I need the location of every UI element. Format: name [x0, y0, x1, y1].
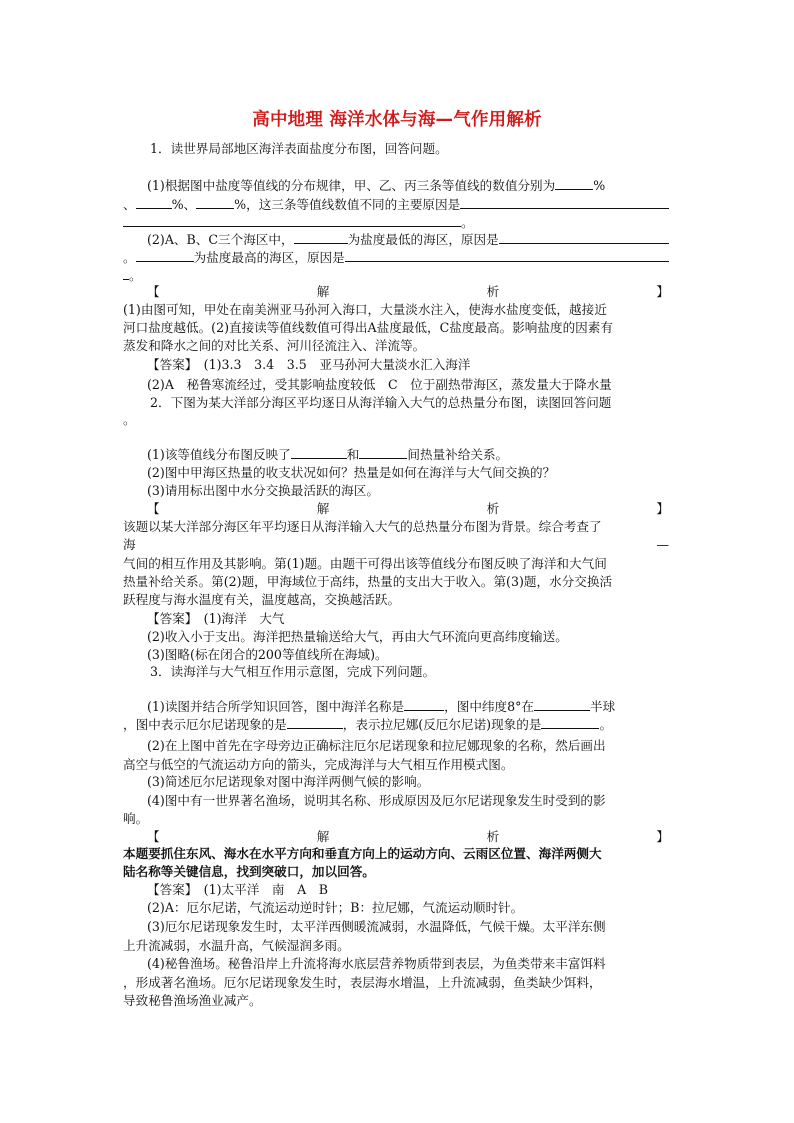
q3-answer-line: 上升流减弱，水温升高，气候湿润多雨。: [123, 938, 350, 953]
answer-blank[interactable]: [196, 195, 234, 209]
q2-analysis-line: 气间的相互作用及其影响。第(1)题。由题干可得出该等值线分布图反映了海洋和大气间: [123, 556, 607, 571]
q2-analysis-line: 跃程度与海水温度有关，温度越高，交换越活跃。: [123, 592, 401, 607]
q3-analysis-line: 本题要抓住东风、海水在水平方向和垂直方向上的运动方向、云雨区位置、海洋两侧大: [123, 846, 602, 861]
q1-jiexi-heading: 【 解 析 】: [147, 284, 669, 299]
q3-answer-line: (4)秘鲁渔场。秘鲁沿岸上升流将海水底层营养物质带到表层，为鱼类带来丰富饵料: [147, 956, 606, 971]
q1-part2-line1: (2)A、B、C三个海区中， 为盐度最低的海区，原因是: [147, 230, 669, 248]
answer-blank[interactable]: [555, 176, 593, 190]
q3-part2-line: 高空与低空的气流运动方向的箭头，完成海洋与大气相互作用模式图。: [123, 757, 514, 772]
q2-part3: (3)请用标出图中水分交换最活跃的海区。: [147, 483, 379, 498]
q1-analysis-line: 蒸发和降水之间的对比关系、河川径流注入、洋流等。: [123, 338, 426, 353]
q1-answer-line: 【答案】 (1)3.3 3.4 3.5 亚马孙河大量淡水汇入海洋: [147, 357, 471, 372]
q2-part2: (2)图中甲海区热量的收支状况如何？热量是如何在海洋与大气间交换的？: [147, 465, 556, 480]
answer-blank[interactable]: [534, 697, 590, 711]
q2-stem: 2．下图为某大洋部分海区平均逐日从海洋输入大气的总热量分布图，读图回答问题: [150, 395, 612, 410]
q3-part4-line: 响。: [123, 811, 149, 826]
q2-answer-line: 【答案】 (1)海洋 大气: [147, 611, 285, 626]
q2-analysis-line: 该题以某大洋部分海区年平均逐日从海洋输入大气的总热量分布图为背景。综合考查了: [123, 519, 602, 534]
q2-analysis-line: 热量补给关系。第(2)题，甲海域位于高纬，热量的支出大于收入。第(3)题，水分交换活: [123, 574, 613, 589]
q3-answer-line: ，形成著名渔场。厄尔尼诺现象发生时，表层海水增温，上升流减弱，鱼类缺少饵料，: [123, 975, 602, 990]
q3-stem: 3．读海洋与大气相互作用示意图，完成下列问题。: [150, 664, 436, 679]
q1-part1-line2: 、 %、 %，这三条等值线数值不同的主要原因是: [123, 195, 669, 213]
answer-blank[interactable]: [499, 230, 669, 244]
q2-stem-end: 。: [123, 412, 136, 427]
answer-blank[interactable]: [291, 445, 347, 459]
q2-jiexi-heading: 【 解 析 】: [147, 501, 669, 516]
q3-answer-line: 导致秘鲁渔场渔业减产。: [123, 993, 262, 1008]
q1-part2-line2: 。 为盐度最高的海区，原因是: [123, 248, 669, 266]
q1-answer-line: (2)A 秘鲁寒流经过，受其影响盐度较低 C 位于副热带海区，蒸发量大于降水量: [147, 377, 612, 392]
q3-answer-line: (2)A：厄尔尼诺，气流运动逆时针；B：拉尼娜，气流运动顺时针。: [147, 900, 524, 915]
answer-blank[interactable]: [541, 715, 599, 729]
q2-answer-line: (3)图略(标在闭合的200等值线所在海域)。: [147, 647, 388, 662]
q1-part1-line3: 。: [123, 213, 669, 231]
answer-blank[interactable]: [345, 248, 669, 262]
q2-answer-line: (2)收入小于支出。海洋把热量输送给大气，再由大气环流向更高纬度输送。: [147, 629, 568, 644]
answer-blank[interactable]: [123, 213, 461, 227]
q1-analysis-line: 河口盐度越低。(2)直接读等值线数值可得出A盐度最低，C盐度最高。影响盐度的因素有: [123, 320, 613, 335]
q3-part1-line1: (1)读图并结合所学知识回答，图中海洋名称是 ，图中纬度8°在 半球: [147, 699, 616, 714]
q1-part2-line3: 。: [123, 266, 669, 284]
q3-part2-line: (2)在上图中首先在字母旁边正确标注厄尔尼诺现象和拉尼娜现象的名称，然后画出: [147, 738, 606, 753]
answer-blank[interactable]: [136, 195, 172, 209]
answer-blank[interactable]: [294, 230, 348, 244]
answer-blank[interactable]: [359, 445, 407, 459]
answer-blank[interactable]: [460, 195, 669, 209]
q3-answer-line: 【答案】 (1)太平洋 南 A B: [147, 882, 329, 897]
q3-analysis-line: 陆名称等关键信息，找到突破口，加以回答。: [123, 864, 375, 879]
q2-part1: (1)该等值线分布图反映了 和 间热量补给关系。: [147, 447, 509, 462]
answer-blank[interactable]: [287, 715, 343, 729]
answer-blank[interactable]: [404, 697, 444, 711]
q1-stem: 1．读世界局部地区海洋表面盐度分布图，回答问题。: [150, 141, 448, 156]
answer-blank[interactable]: [136, 248, 194, 262]
q3-part3: (3)简述厄尔尼诺现象对图中海洋两侧气候的影响。: [147, 774, 430, 789]
q1-part1-line1: (1)根据图中盐度等值线的分布规律，甲、乙、丙三条等值线的数值分别为 %: [147, 178, 606, 193]
q3-jiexi-heading: 【 解 析 】: [147, 829, 669, 844]
document-title: 高中地理 海洋水体与海—气作用解析: [252, 110, 542, 130]
q3-answer-line: (3)厄尔尼诺现象发生时，太平洋西侧暖流减弱，水温降低，气候干燥。太平洋东侧: [147, 919, 606, 934]
q2-analysis-line: 海 —: [123, 537, 669, 552]
q1-analysis-line: (1)由图可知，甲处在南美洲亚马孙河入海口，大量淡水注入，使海水盐度变低，越接近: [123, 302, 607, 317]
q3-part1-line2: ，图中表示厄尔尼诺现象的是 ，表示拉尼娜(反厄尔尼诺)现象的是 。: [123, 717, 613, 732]
q3-part4-line: (4)图中有一世界著名渔场，说明其名称、形成原因及厄尔尼诺现象发生时受到的影: [147, 793, 606, 808]
